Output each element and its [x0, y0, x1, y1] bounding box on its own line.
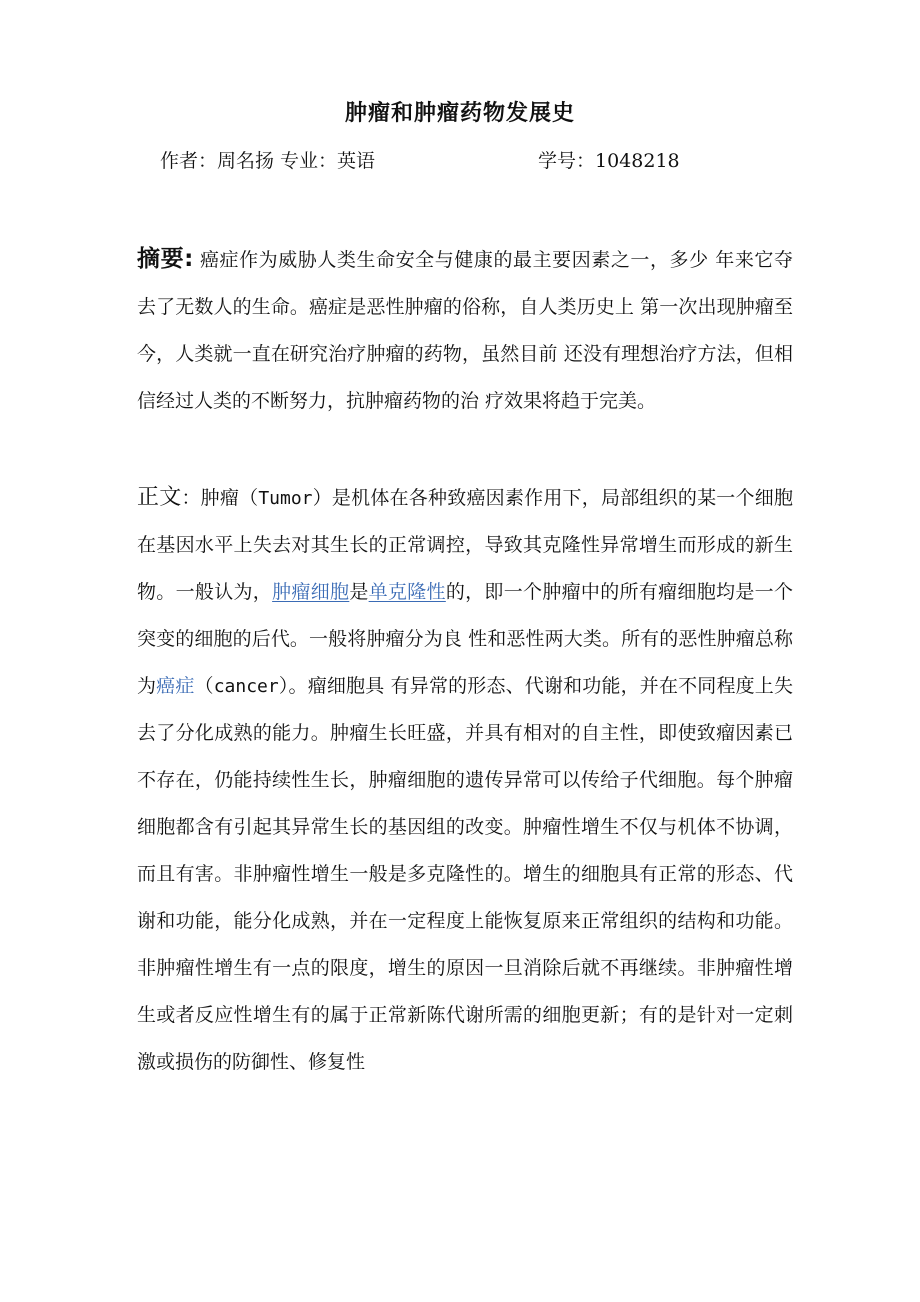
body-text-5: （ [194, 675, 214, 697]
abstract-heading: 摘要 [137, 246, 185, 272]
student-id-line: 学号：1048218 [538, 150, 680, 172]
abstract-colon: : [184, 246, 194, 272]
abstract-paragraph [137, 236, 793, 425]
body-text-4: 的，即一个肿瘤中的所有瘤细胞均是一个突变的细胞的后代。一般将肿瘤分为良 性和恶性两大类。所有的恶性肿瘤总称为 [137, 581, 793, 697]
link-monoclonal[interactable]: 单克隆性 [368, 581, 446, 603]
body-text-3: 是 [349, 581, 369, 603]
body-text-2: ）是机体在各种致癌因素作用下，局部组织的某一个细胞在基因水平上失去对其生长的正常调控，导致其克隆性异常增生而形成的新生物。一般认为， [137, 487, 793, 603]
body-heading-colon: ： [181, 487, 201, 509]
document-title: 肿瘤和肿瘤药物发展史 [344, 100, 575, 126]
body-text-6: ）。瘤细胞具 有异常的形态、代谢和功能，并在不同程度上失去了分化成熟的能力。肿瘤生长旺盛，并具有相对的自主性，即使致瘤因素已不存在，仍能持续性生长，肿瘤细胞的遗传异常可以传给子代细胞。每个肿瘤细胞都含有引起其异常生长的基因组的改变。肿瘤性增生不仅与机体不协调，而且有害。非肿瘤性增生一般是多克隆性的。增生的细胞具有正常的形态、代谢和功能，能分化成熟，并在一定程度上能恢复原来正常组织的结构和功能。非肿瘤性增生有一点的限度，增生的原因一旦消除后就不再继续。非肿瘤性增生或者反应性增生有的属于正常新陈代谢所需的细胞更新；有的是针对一定刺激或损伤的防御性、修复性 [137, 675, 793, 1073]
body-heading: 正文 [137, 485, 182, 510]
abstract-text: 癌症作为威胁人类生命安全与健康的最主要因素之一，多少 年来它夺去了无数人的生命。癌症是恶性肿瘤的俗称，自人类历史上 第一次出现肿瘤至今，人类就一直在研究治疗肿瘤的药物，虽然目前 还没有理想治疗方法，但相信经过人类的不断努力，抗肿瘤药物的治 疗效果将趋于完美。 [137, 249, 793, 412]
cancer-term: cancer [213, 676, 279, 697]
body-paragraph [137, 474, 793, 1086]
link-cancer[interactable]: 癌症 [156, 675, 195, 697]
body-text-1: 肿瘤（ [200, 487, 259, 509]
link-tumor-cell[interactable]: 肿瘤细胞 [272, 581, 350, 603]
author-line: 作者：周名扬 专业：英语 [160, 150, 376, 172]
tumor-term: Tumor [258, 488, 313, 509]
